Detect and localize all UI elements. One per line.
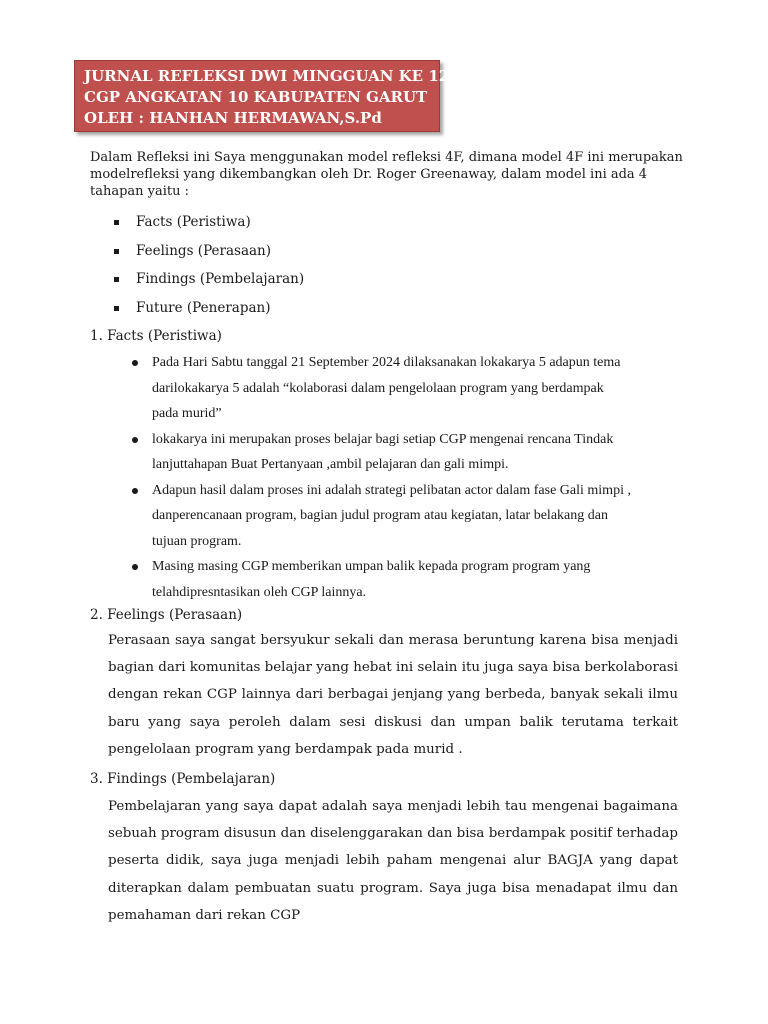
bullet-dot-icon: [132, 488, 138, 494]
square-bullet-icon: [114, 277, 119, 282]
section-heading-feelings: 2. Feelings (Perasaan): [90, 607, 243, 623]
list-item: [130, 427, 631, 478]
bullet-dot-icon: [132, 437, 138, 443]
stage-label: Future (Penerapan): [136, 299, 271, 316]
list-item: [130, 554, 631, 605]
findings-paragraph: Pembelajaran yang saya dapat adalah saya menjadi lebih tau mengenai bagaimana sebuah program disusun dan diselenggarakan dan bisa berdampak positif terhadap peserta didik, saya juga menjadi lebih paham mengenai alur BAGJA yang dapat diterapkan dalam pembuatan suatu program. Saya juga bisa menadapat ilmu dan pemahaman dari rekan CGP: [108, 799, 678, 923]
fact-text: Pada Hari Sabtu tanggal 21 September 2024 dilaksanakan lokakarya 5 adapun tema darilokakarya 5 adalah “kolaborasi dalam pengelolaan program yang berdampak pada murid”: [152, 355, 621, 421]
list-item: [110, 296, 304, 325]
facts-list: [130, 350, 631, 605]
stages-list: [110, 210, 304, 324]
intro-paragraph: Dalam Refleksi ini Saya menggunakan model refleksi 4F, dimana model 4F ini merupakan modelrefleksi yang dikembangkan oleh Dr. Roger Greenaway, dalam model ini ada 4 tahapan yaitu :: [90, 150, 683, 199]
fact-text: Adapun hasil dalam proses ini adalah strategi pelibatan actor dalam fase Gali mimpi , danperencanaan program, bagian judul program atau kegiatan, latar belakang dan tujuan program.: [152, 482, 631, 549]
section-heading-findings: 3. Findings (Pembelajaran): [90, 771, 276, 787]
square-bullet-icon: [114, 306, 119, 311]
title-line-1: JURNAL REFLEKSI DWI MINGGUAN KE 12: [84, 67, 450, 85]
title-box: [74, 60, 450, 132]
list-item: [130, 350, 631, 427]
stage-label: Findings (Pembelajaran): [136, 271, 305, 287]
square-bullet-icon: [114, 249, 119, 254]
fact-text: lokakarya ini merupakan proses belajar bagi setiap CGP mengenai rencana Tindak lanjuttahapan Buat Pertanyaan ,ambil pelajaran dan gali mimpi.: [152, 431, 614, 472]
list-item: [110, 210, 304, 239]
stage-label: Facts (Peristiwa): [136, 214, 251, 230]
title-line-2: CGP ANGKATAN 10 KABUPATEN GARUT: [84, 88, 428, 106]
bullet-dot-icon: [132, 360, 138, 366]
list-item: [130, 478, 631, 555]
fact-text: Masing masing CGP memberikan umpan balik kepada program program yang telahdipresntasikan oleh CGP lainnya.: [152, 559, 591, 600]
title-line-3: OLEH : HANHAN HERMAWAN,S.Pd: [84, 109, 382, 127]
list-item: [110, 267, 304, 296]
stage-label: Feelings (Perasaan): [136, 242, 272, 259]
square-bullet-icon: [114, 220, 119, 225]
section-heading-facts: 1. Facts (Peristiwa): [90, 328, 222, 344]
bullet-dot-icon: [132, 564, 138, 570]
feelings-paragraph: Perasaan saya sangat bersyukur sekali dan merasa beruntung karena bisa menjadi bagian dari komunitas belajar yang hebat ini selain itu juga saya bisa berkolaborasi dengan rekan CGP lainnya dari berbagai jenjang yang berbeda, banyak sekali ilmu baru yang saya peroleh dalam sesi diskusi dan umpan balik terutama terkait pengelolaan program yang berdampak pada murid .: [108, 633, 678, 757]
list-item: [110, 239, 304, 268]
